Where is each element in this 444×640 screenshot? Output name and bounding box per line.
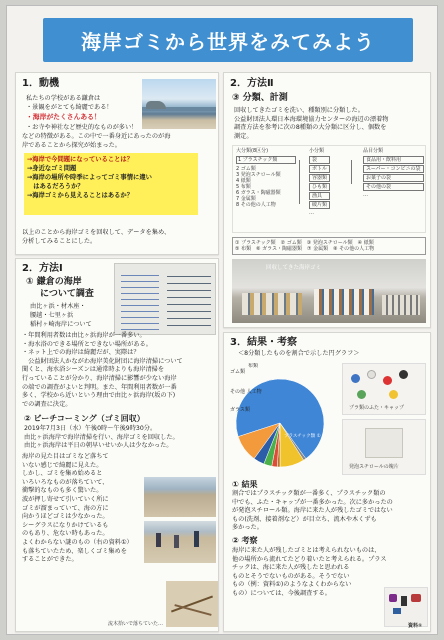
section-motivation [15, 72, 219, 255]
result-line: 中でも、ふた・キャップが一番多かった。次に多かったの [232, 498, 393, 506]
diagram-item: お菓子の袋 [363, 174, 424, 182]
legend-line: ① プラスチック類 ② ゴム類 ③ 発泡スチロール類 ④ 紙類 [235, 240, 374, 246]
diagram-item: 5 布類 [236, 184, 251, 190]
result-line: が発泡スチロール類。海岸に来た人が残したゴミではない [232, 507, 393, 515]
diagram-item: ひも類 [309, 183, 330, 191]
method-1-body [22, 332, 216, 409]
motivation-intro-2: ・景観をがとても綺麗である！ [26, 104, 113, 111]
diagram-col-2 [309, 156, 330, 216]
question-3b: はあるだろうか？ [27, 183, 84, 190]
beachcombing-title: ② ビーチコーミング（ゴミ回収） [24, 414, 145, 423]
beach-survey-title-1: ① 鎌倉の海岸 [26, 277, 82, 287]
discussion-heading: ② 考察 [232, 536, 258, 545]
method-1-line: の端での調査がよいと判明。また、年間利用者数が一番 [22, 383, 177, 391]
motivation-outro-1: 以上のことから海岸ゴミを回収して、データを集め、 [22, 229, 171, 236]
collected-trash-caption: 回収してきた海岸ゴミ [266, 265, 322, 271]
beachcombing-line: いない感じで綺麗に見えた。 [22, 461, 103, 469]
beach-photo-1 [144, 477, 216, 517]
beachcombing-line: よくわからない謎のもの（右の資料①） [22, 538, 133, 546]
diagram-item: 4 紙類 [236, 178, 251, 184]
poster [6, 5, 438, 635]
research-questions-box [24, 153, 198, 215]
beachcombing-line: しかし、ゴミを集め始めると [22, 470, 103, 478]
beachcombing-line: も落ちていたため、楽しくゴミ集めを [22, 547, 127, 555]
beachcombing-line: 衝撃的なものも多く驚いた。 [22, 487, 103, 495]
method-1-line: 公益財団法人かながわ海岸美化財団に海岸清掃について [22, 357, 183, 365]
diagram-item: 1 プラスチック類 [236, 156, 296, 164]
caps-photo [342, 363, 426, 415]
motivation-highlight: ・海岸がたくさんある！ [26, 113, 101, 121]
beaches-3: 稲村ヶ崎海岸について [30, 321, 92, 328]
styrofoam-photo [342, 419, 426, 475]
discussion-line: ものとそうでないものがある。そうでない [232, 572, 350, 580]
result-line: 割合ではプラスチック類が一番多く、プラスチック類の [232, 490, 386, 497]
section-results [223, 332, 431, 632]
diagram-item: スーパー・コンビニの袋 [363, 165, 424, 173]
date-line: 2019年7月3日（水）午後0時〜午後9時30分。 [24, 425, 157, 432]
pie-chart [228, 363, 332, 473]
motivation-outro-2: 分析してみることにした。 [22, 238, 97, 245]
question-3: →海岸の場所や時季によってゴミ事情に違い [27, 174, 152, 181]
method-2-line: 測定。 [234, 132, 253, 140]
diagram-header-small: 小分類 [309, 148, 325, 154]
driftwood-photo [166, 581, 218, 627]
beachcombing-line: ゴミが溜まっていて、海の方に [22, 504, 109, 512]
discussion-line: もの）については、今後調査する。 [232, 589, 331, 597]
beachcombing-line: いろいろなものが落ちていて、 [22, 478, 109, 486]
mystery-object-photo [384, 587, 428, 627]
beachcombing-line: 波が押し寄せて引いていく所に [22, 495, 109, 503]
diagram-item: 8 その他の人工物 [236, 202, 276, 208]
method-1-line: ・海水浴のできる場所とできない場所がある。 [22, 340, 152, 348]
discussion-line: チックは、海に来た人が残したと思われる [232, 564, 350, 572]
pie-chart-title: ＜8分類したものを割合で示した円グラフ＞ [238, 350, 360, 357]
method-1-line: 行っていることが分かり、海岸清掃に影響が少ない海岸 [22, 374, 177, 382]
motivation-body-2: などの特徴がある。この中で一番身近にあったのが海 [22, 133, 171, 140]
pie-label-plastic: プラスチック類 ① [284, 434, 321, 439]
beach-photo-2 [144, 521, 216, 563]
diagram-item: 食品用・飲料用 [363, 156, 424, 164]
diagram-col-3 [363, 156, 424, 198]
diagram-item: ボトル [309, 165, 330, 173]
kamakura-coast-photo [142, 79, 216, 129]
pie-label-rubber: ゴム類 [230, 369, 246, 375]
reference-label: 資料① [408, 623, 423, 629]
beachcombing-line: シーグラスになりかけているも [22, 521, 109, 529]
beachcombing-line: 向かうほどゴミは少なかった。 [22, 513, 109, 521]
diagram-item: 漁具 [309, 192, 330, 200]
pie-label-other: その他 人工物 [230, 389, 262, 395]
diagram-col-1 [236, 156, 296, 208]
method-2-line: 公益財団法人環日本海環境協力センターの海辺の漂着物 [234, 115, 389, 123]
result-line: もの(洗剤、接着剤など）が目立ち、流木や木くずも [232, 515, 377, 523]
page-title: 海岸ゴミから世界をみてみよう [43, 18, 413, 62]
method-1-line: 多く、学校から近いという理由で由比ヶ浜海岸(坂の下) [22, 392, 176, 400]
classification-diagram [232, 145, 426, 233]
motivation-body-1: ・お寺や神社など歴史的なものが多い！ [26, 124, 138, 131]
discussion-line: 他の場所から流れてたどり着いたと考えられる。プラス [232, 555, 387, 563]
diagram-item: 3 発泡スチロール類 [236, 172, 281, 178]
beachcombing-line: することができた。 [22, 556, 78, 564]
question-1: →海岸で今問題になっていることは？ [27, 156, 134, 163]
styrofoam-caption: 発泡スチロールの塊片 [349, 464, 399, 470]
diagram-item: 袋 [309, 156, 330, 164]
diagram-item: 2 ゴム類 [236, 166, 256, 172]
beach-survey-title-2: について調査 [40, 289, 94, 299]
diagram-item: 容器類 [309, 174, 330, 182]
method-2-heading: 2．方法Ⅱ [230, 78, 274, 89]
discussion-text [232, 547, 387, 599]
section-method-1 [15, 258, 219, 632]
diagram-item: 7 金属類 [236, 196, 256, 202]
discussion-line: 海岸に来た人が残したゴミとは考えられないものは、 [232, 547, 381, 554]
legend-line: ⑤ 布類 ⑥ ガラス・陶磁器類 ⑦ 金属類 ⑧ その他の人工物 [235, 246, 375, 252]
category-legend [232, 237, 426, 255]
whiteboard-photo [114, 263, 216, 335]
results-heading: 3．結果・考察 [230, 337, 297, 348]
method-1-line: 聞くと、海水浴シーズンは通常時よりも海岸清掃を [22, 366, 165, 374]
method-2-line: 回収してきたゴミを洗い、種類別に分類した。 [234, 107, 364, 114]
section-method-2 [223, 72, 431, 328]
method-1-line: での調査に決定。 [22, 400, 72, 408]
beachcombing-date [24, 425, 179, 451]
caps-caption: プラ類のふた・キャップ [349, 405, 405, 411]
diagram-item: … [309, 210, 314, 216]
question-2: →身近なゴミ問題 [27, 165, 77, 172]
driftwood-caption: 流木拾いで落ちていた… [108, 621, 163, 627]
result-heading: ① 結果 [232, 480, 258, 489]
beaches-2: 腰越・七里ヶ浜 [30, 312, 74, 319]
method-1-heading: 2．方法Ⅰ [22, 263, 63, 274]
method-2-line: 調査方法を参考に次の8種類の大分類に区分し、個数を [234, 124, 387, 132]
date-line: 由比ヶ浜海岸で海岸清掃を行い、海岸ゴミを回収した。 [24, 433, 179, 441]
diagram-header-large: 大分類(8区分) [236, 148, 269, 154]
result-line: 多かった。 [232, 524, 263, 532]
beaches-1: 由比ヶ浜・材木座・ [30, 303, 86, 310]
pie-label-glass: ガラス類 [230, 407, 250, 413]
diagram-item: 6 ガラス・陶磁器類 [236, 190, 281, 196]
method-1-line: ・ネット上での海岸は綺麗だが、実際は？ [22, 349, 140, 357]
diagram-item: … [363, 192, 368, 198]
classification-title: ③ 分類、計測 [232, 93, 288, 103]
method-1-line: ・年間利用者数は由比ヶ浜海岸が一番多い。 [22, 332, 146, 339]
collected-trash-photo [232, 259, 426, 323]
pie-label-cloth: 布類 [248, 363, 259, 369]
diagram-header-item: 品目分類 [363, 148, 384, 154]
motivation-body-3: 岸であることから探究が始まった。 [22, 142, 121, 149]
method-2-body [234, 107, 388, 141]
diagram-item: 破片類 [309, 201, 330, 209]
discussion-line: もの（例：資料①)のようなよくわからない [232, 581, 352, 589]
beachcombing-line: 海岸の見た目はゴミなど落ちて [22, 453, 109, 460]
result-text [232, 490, 393, 533]
diagram-item: その他の袋 [363, 183, 424, 191]
date-line: 由比ヶ浜海岸は平日の朝早いせいか人は少なかった。 [24, 442, 173, 450]
question-4: →海岸ゴミから見えることはあるか？ [27, 192, 134, 199]
section-motivation-heading: 1．動機 [22, 78, 59, 89]
motivation-intro-1: 私たちの学校がある鎌倉は [26, 95, 101, 102]
beachcombing-line: のもあり、危ない時もあった。 [22, 530, 109, 538]
beachcombing-body [22, 453, 140, 565]
